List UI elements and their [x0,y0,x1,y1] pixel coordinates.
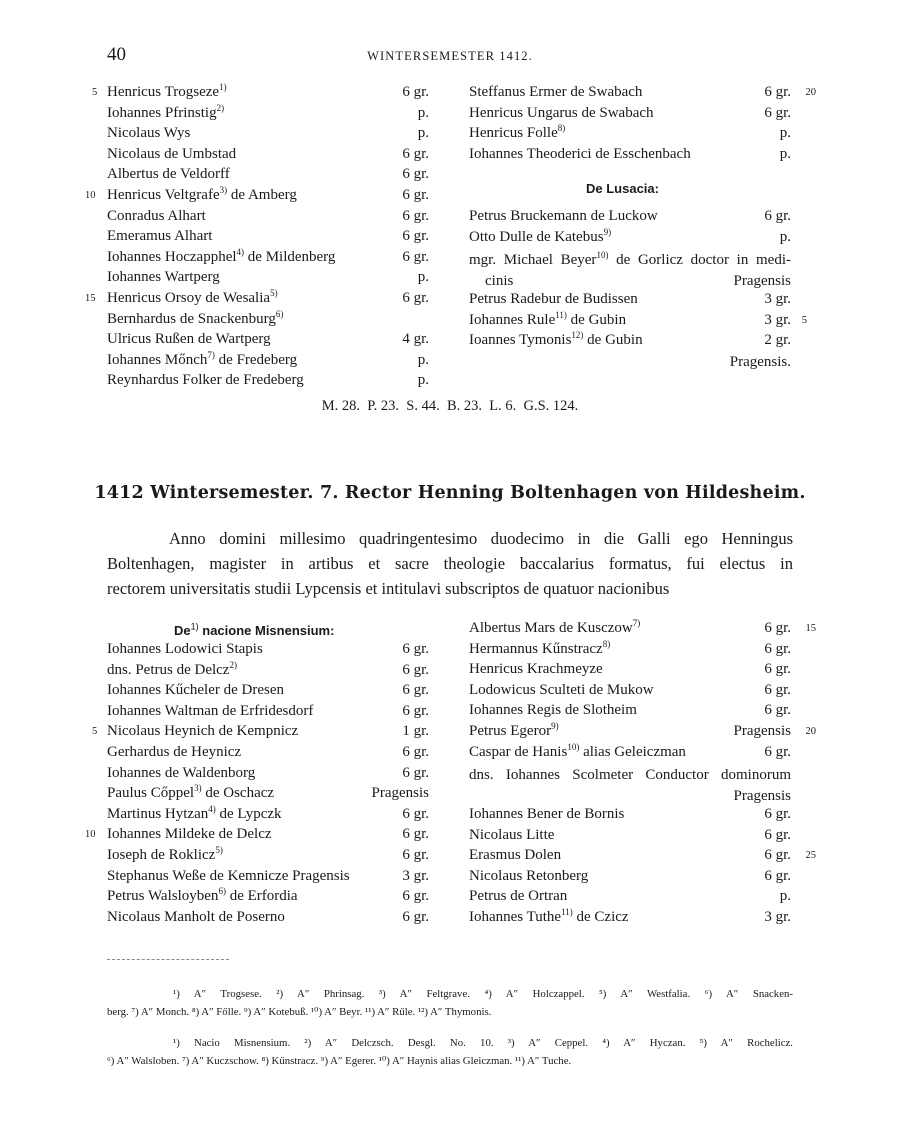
entry-fee: Pragensis [371,785,429,802]
entry-row [469,806,791,827]
heading-rest: nacione Misnensium: [198,623,335,638]
entry-row [107,246,429,270]
entry-name-text: Iohannes Waltman de Erfridesdorf [107,702,314,719]
entry-name [107,785,274,802]
entry-fee: 6 gr. [764,826,791,843]
bottom-right-column-a [469,618,816,764]
line-number: 5 [92,726,98,738]
entry-name [107,166,230,183]
entry-name [107,803,282,823]
entry-row [107,125,429,146]
entry-row [107,208,429,229]
entry-row [469,906,791,930]
entry-name-text: Emeramus Alhart [107,228,213,245]
entry-row [107,703,429,724]
entry-name-text: Steffanus Ermer de Swabach [469,84,643,100]
entry-name [107,888,298,905]
entry-fee: 6 gr. [764,104,791,121]
entry-row [107,166,429,187]
entry-name [107,844,223,864]
entry-fee: 6 gr. [402,826,429,843]
entry-name [469,741,686,761]
entry-name-text: Iohannes Kűcheler de Dresen [107,682,285,699]
entry-row [469,226,791,250]
entry-fee: 6 gr. [402,84,429,100]
entry-fee: p. [417,104,429,121]
beyer-name: mgr. Michael Beyer [469,252,597,268]
entry-row [107,682,429,703]
entry-row [107,331,429,352]
entry-name [107,102,225,122]
entry-name [469,661,603,678]
entry-fee: p. [779,228,791,245]
entry-fee: p. [417,351,429,368]
entry-row [85,184,429,208]
bottom-right-column-b [469,806,816,930]
entry-name-rest: de Lypczk [215,805,282,822]
entry-name [107,287,278,307]
heading-de: De [174,623,191,638]
footnote-ref: 12) [571,330,584,341]
entry-name-rest: de Oschacz [201,785,275,802]
section-title: 1412 Wintersemester. 7. Rector Henning Boltenhagen von Hildesheim. [94,483,806,503]
footnote-ref: 8) [602,638,611,649]
footnote-ref: 1) [219,82,227,92]
footnote-ref: 2) [216,102,225,113]
entry-fee: 6 gr. [402,908,429,925]
intro-line-3: rectorem universitatis studii Lypcensis et intitulavi subscriptos de quatuor nacionibus [107,579,670,598]
entry-fee: 6 gr. [764,661,791,678]
entry-name-text: Iohannes Lodowici Stapis [107,641,263,657]
entry-name-rest: de Amberg [227,186,297,203]
entry-fee: 6 gr. [402,207,429,224]
entry-fee: p. [417,269,429,286]
line-number: 10 [85,189,96,201]
entry-fee: 1 gr. [402,723,429,740]
footnote-ref: 9) [551,720,559,731]
entry-name-rest: de Gubin [566,311,627,328]
entry-fee: Pragensis [733,722,791,739]
entry-name [107,659,237,679]
entry-name [469,806,624,823]
top-left-column [85,82,429,393]
footnote-ref: 9) [603,226,612,237]
entry-name [107,125,190,142]
entry-name-text: Petrus Bruckemann de Luckow [469,208,658,224]
entry-row [469,868,791,889]
entry-row [107,146,429,167]
entry-fee: 6 gr. [402,846,429,863]
entry-name [469,847,561,864]
entry-name-text: Petrus de Ortran [469,888,568,905]
footnote-ref: 6) [218,886,226,897]
entry-name [469,827,554,844]
entry-name-text: Paulus Cőppel [107,785,195,802]
entry-name-text: Stephanus Weße de Kemnicze Pragensis [107,867,350,884]
entry-fee: 6 gr. [764,806,791,822]
entry-fee: p. [779,125,791,142]
footnote-line: ¹) Nacio Misnensium. ²) A″ Delczsch. Desgl. No. 10. ³) A″ Ceppel. ⁴) A″ Hyczan. ⁵) A″ Rochelicz. [173,1037,793,1049]
entry-row [469,309,807,333]
footnote-ref: 5) [215,844,223,855]
entry-row [469,84,816,105]
entry-name-text: Caspar de Hanis [469,743,568,760]
footnote-ref: 4) [236,246,245,257]
entry-fee: 3 gr. [764,291,791,307]
entry-row [107,909,429,930]
entry-name [469,906,629,926]
entry-name [107,641,263,658]
entry-name [469,868,588,885]
entry-name-text: Iohannes Wartperg [107,269,220,286]
entry-name [107,146,236,163]
entry-name [107,84,227,101]
entry-name-text: Gerhardus de Heynicz [107,743,242,760]
footnote-ref: 3) [219,184,228,195]
entry-name [469,84,642,101]
entry-row [107,102,429,126]
entry-name-text: Martinus Hytzan [107,805,209,822]
entry-row [85,287,429,311]
beyer-rest: de Gorlicz doctor in medi- [608,252,791,268]
entry-fee: 6 gr. [402,166,429,183]
entry-fee: 6 gr. [402,289,429,306]
entry-row [107,844,429,868]
top-right-column-c [469,291,807,353]
entry-fee: 6 gr. [402,641,429,657]
entry-fee: 6 gr. [402,661,429,678]
entry-name-text: Reynhardus Folker de Fredeberg [107,372,304,389]
footnote-ref: 5) [270,287,278,298]
heading-sup: 1) [190,621,199,632]
entry-name [469,888,567,905]
page-number: 40 [107,44,126,65]
entry-name-text: Petrus Radebur de Budissen [469,291,638,307]
entry-row [469,146,791,167]
entry-name [107,184,297,204]
line-number: 5 [801,314,807,326]
entry-name [107,744,241,761]
entry-name [107,331,271,348]
misnensium-heading [174,623,334,638]
entry-name-text: Henricus Folle [469,125,558,142]
entry-name-text: Petrus Egeror [469,722,552,739]
entry-row [107,269,429,290]
entry-name-text: Ioannes Tymonis [469,332,572,349]
intro-line-2: Boltenhagen, magister in artibus et sacre theologie baccalarius formatus, fui electus in [107,554,793,573]
entry-row [469,661,791,682]
entry-row [107,888,429,909]
scolmeter-entry [469,765,791,806]
entry-name [469,682,654,699]
entry-fee: 3 gr. [764,908,791,925]
entry-name-text: Nicolaus Wys [107,125,191,142]
entry-fee: 6 gr. [402,186,429,203]
footnote-ref: 8) [557,123,566,134]
entry-name-rest: de Mildenberg [244,248,336,265]
entry-row [107,372,429,393]
top-right-column-b [469,208,791,249]
footnote-ref: 3) [194,783,202,794]
entry-row [107,765,429,786]
entry-row [107,308,429,332]
entry-name [107,349,298,369]
footnote-line: berg. ⁷) A″ Monch. ⁸) A″ Főlle. ⁹) A″ Kotebuß. ¹⁰) A″ Beyr. ¹¹) A″ Rűle. ¹²) A″ Thymonis. [107,1006,492,1018]
running-title: WINTERSEMESTER 1412. [367,49,533,63]
entry-name-text: Iohannes Theoderici de Esschenbach [469,145,691,162]
beyer-fee: Pragensis [733,272,791,289]
entry-name [469,309,627,329]
entry-name-text: Iohannes Rule [469,311,556,328]
footnote-line: ¹) A″ Trogsese. ²) A″ Phrinsag. ³) A″ Feltgrave. ⁴) A″ Holczappel. ⁵) A″ Westfalia. ⁶) A″ Snacken- [173,988,793,1000]
entry-name-text: Nicolaus Manholt de Poserno [107,908,285,925]
entry-fee: 6 gr. [764,84,791,100]
entry-fee: 6 gr. [764,867,791,884]
lusacia-heading: De Lusacia: [586,181,659,196]
entry-name-text: Ioseph de Roklicz [107,846,216,863]
entry-name [469,720,559,740]
entry-name [107,228,212,245]
entry-name [107,868,350,885]
footnote-ref: 7) [207,349,215,360]
footnote-ref: 11) [561,906,573,917]
entry-fee: 6 gr. [402,228,429,245]
entry-row [107,785,429,806]
entry-row [85,826,429,847]
footnote-ref: 7) [632,618,641,628]
entry-name [469,332,643,349]
entry-fee: p. [779,888,791,905]
entry-name-text: Henricus Orsoy de Wesalia [107,289,271,306]
entry-row [469,125,791,146]
entry-name-text: Nicolaus Litte [469,826,555,843]
scolmeter-line1: dns. Iohannes Scolmeter Conductor dominorum [469,767,791,783]
entry-fee: 6 gr. [764,640,791,657]
entry-fee: 6 gr. [764,743,791,760]
entry-name [469,105,654,122]
line-number: 20 [805,87,816,98]
entry-fee: 6 gr. [764,620,791,636]
entry-name [469,291,638,308]
entry-name [469,125,565,142]
entry-row [469,827,791,848]
entry-name [107,826,272,843]
entry-row [469,888,791,909]
entry-fee: 6 gr. [764,702,791,719]
entry-name [107,208,206,225]
entry-name-text: Iohannes Tuthe [469,908,562,925]
beyer-sup: 10) [596,250,609,260]
entry-row [469,741,791,765]
entry-name-text: Erasmus Dolen [469,847,562,864]
entry-name-text: Hermannus Kűnstracz [469,640,603,657]
entry-name-text: Henricus Trogseze [107,84,220,100]
entry-row [107,641,429,662]
entry-name-text: Conradus Alhart [107,207,206,224]
entry-fee: p. [417,372,429,389]
entry-name [107,723,298,740]
entry-name [469,226,612,246]
footnote-ref: 4) [208,803,216,814]
footnote-separator [107,959,229,960]
entry-name-text: dns. Petrus de Delcz [107,661,230,678]
line-number: 15 [85,292,96,304]
entry-name-text: Nicolaus de Umbstad [107,145,237,162]
footnote-ref: 11) [555,309,567,320]
entry-fee: 6 gr. [402,888,429,905]
entry-fee: 6 gr. [764,847,791,864]
entry-row [469,332,791,353]
line-number: 25 [805,850,816,862]
entry-fee: 6 gr. [402,743,429,760]
entry-name [107,909,285,926]
entry-name-text: Ulricus Rußen de Wartperg [107,331,271,348]
entry-row [469,702,791,723]
entry-row [469,847,816,868]
entry-name [107,246,336,266]
entry-name-text: Albertus de Veldorff [107,166,230,183]
entry-name-text: Iohannes Hoczapphel [107,248,237,265]
entry-fee: 6 gr. [402,145,429,162]
entry-fee: 4 gr. [402,331,429,348]
line-number: 5 [92,87,98,98]
entry-fee: p. [417,125,429,142]
entry-name-rest: de Czicz [572,908,629,925]
tymonis-extra: Pragensis. [729,354,791,370]
entry-name-rest: de Erfordia [225,888,298,905]
entry-name [469,620,640,637]
beyer-line2: cinis [485,272,514,289]
bottom-left-column [85,641,429,929]
entry-name [107,269,220,286]
entry-name [107,703,313,720]
entry-name-text: Petrus Walsloyben [107,888,219,905]
entry-fee: 3 gr. [402,867,429,884]
entry-name [107,372,304,389]
entry-name-text: Iohannes Regis de Slotheim [469,702,637,719]
entry-name-text: Iohannes Pfrinstig [107,104,217,121]
entry-row [469,682,791,703]
entry-name [469,638,611,658]
entry-name-rest: de Fredeberg [214,351,298,368]
footnote-line: ⁶) A″ Walsloben. ⁷) A″ Kuczschow. ⁸) Kűnstracz. ⁹) A″ Egerer. ¹⁰) A″ Haynis alias Gleiczman. ¹¹) A″ Tuche. [107,1055,572,1067]
entry-row [107,659,429,683]
line-number: 20 [805,725,816,737]
entry-name-text: Iohannes Mildeke de Delcz [107,826,272,843]
summary-line: M. 28. P. 23. S. 44. B. 23. L. 6. G.S. 124. [321,398,579,414]
scolmeter-fee: Pragensis [733,787,791,804]
entry-name-text: Iohannes Mőnch [107,351,208,368]
entry-fee: 6 gr. [402,764,429,781]
entry-name-text: Nicolaus Heynich de Kempnicz [107,723,299,740]
entry-fee: 6 gr. [764,681,791,698]
footnote-ref: 6) [275,308,284,319]
entry-fee: 3 gr. [764,311,791,328]
entry-name [107,308,284,328]
entry-row [469,208,791,229]
entry-fee: 2 gr. [764,332,791,349]
entry-name [469,146,691,163]
entry-row [107,228,429,249]
entry-row [107,868,429,889]
footnotes-block-2 [107,1034,793,1070]
entry-row [107,349,429,373]
entry-row [469,618,816,641]
entry-name [469,208,658,225]
entry-row [92,723,429,744]
intro-line-1: Anno domini millesimo quadringentesimo duodecimo in die Galli ego Henningus [169,529,793,548]
entry-fee: 6 gr. [402,682,429,699]
entry-name-text: Henricus Krachmeyze [469,661,603,678]
entry-name-text: Iohannes de Waldenborg [107,764,256,781]
entry-name-text: Bernhardus de Snackenburg [107,310,276,327]
intro-paragraph [107,526,793,601]
entry-name-text: Henricus Veltgrafe [107,186,220,203]
entry-row [107,744,429,765]
entry-name-text: Lodowicus Sculteti de Mukow [469,681,654,698]
entry-fee: 6 gr. [402,805,429,822]
footnotes-block-1 [107,985,793,1021]
entry-row [469,720,816,744]
beyer-entry [469,250,791,291]
entry-row [469,638,791,662]
entry-name [469,702,637,719]
entry-fee: 6 gr. [764,208,791,224]
entry-fee: p. [779,145,791,162]
footnote-ref: 10) [567,741,580,752]
entry-name-text: Albertus Mars de Kusczow [469,620,633,636]
entry-row [107,803,429,827]
entry-name-text: Nicolaus Retonberg [469,867,589,884]
entry-row [469,291,791,312]
top-right-column-a [469,84,816,166]
entry-fee: 6 gr. [402,248,429,265]
entry-name [107,765,255,782]
entry-row [92,82,429,105]
entry-name-text: Henricus Ungarus de Swabach [469,104,654,121]
entry-name-rest: de Gubin [583,332,643,349]
entry-row [469,105,791,126]
entry-name [107,682,284,699]
line-number: 10 [85,829,96,841]
footnote-ref: 2) [229,659,237,670]
entry-name-rest: alias Geleiczman [579,743,686,760]
entry-name-text: Otto Dulle de Katebus [469,228,604,245]
entry-name-text: Iohannes Bener de Bornis [469,806,625,822]
entry-fee: 6 gr. [402,702,429,719]
line-number: 15 [805,623,816,634]
